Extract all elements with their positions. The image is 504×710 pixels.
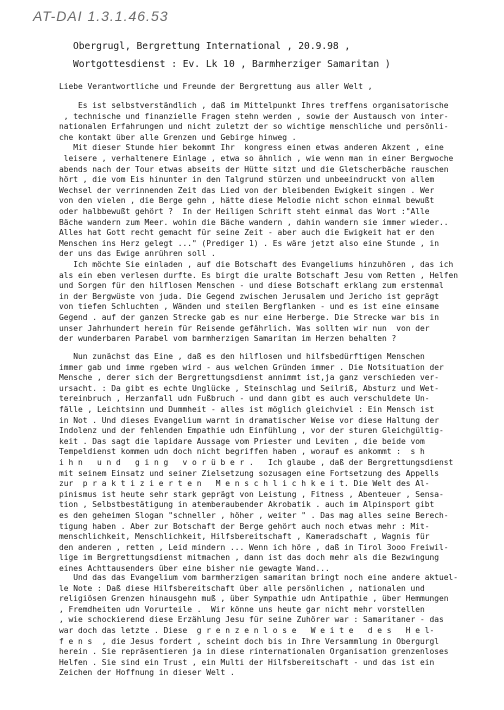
text-line: Helfen . Sie sind ein Trust , ein Multi der Hilfsbereitschaft - und das ist ein bbox=[59, 657, 435, 667]
text-line: f e n s , die Jesus fordert , scheint doch bis in Ihre Versammlung in Obergurgl bbox=[59, 636, 440, 646]
header-line-place-date: Obergrugl, Bergrettung International , 20.9.98 , bbox=[73, 41, 351, 52]
text-line: , Fremdheiten udn Vorurteile . Wir könne uns heute gar nicht mehr vorstellen bbox=[59, 604, 425, 614]
text-line: war doch das letzte . Diese g r e n z e n l o s e W e i t e d e s H e l- bbox=[59, 625, 435, 635]
text-line: keit . Das sagt die lapidare Aussage vom Priester und Leviten , die beide vom bbox=[59, 436, 425, 446]
text-line: che kontakt über alle Grenzen und Gebirge hinweg . bbox=[59, 132, 297, 142]
paragraph-help bbox=[59, 352, 469, 574]
text-line: Alles hat Gott recht gemacht für seine Zeit - aber auch die Ewigkeit hat er den bbox=[59, 228, 435, 238]
text-line: fälle , Leichtsinn und Dummheit - alles ist möglich gleichviel : Ein Mensch ist bbox=[59, 404, 435, 414]
text-line: zur p r a k t i z i e r t e n M e n s c h l i c h k e i t. Die Welt des Al- bbox=[59, 479, 430, 489]
salutation: Liebe Verantwortliche und Freunde der Bergrettung aus aller Welt , bbox=[59, 82, 373, 91]
text-line: tigung haben . Aber zur Botschaft der Berge gehört auch noch etwas mehr : Mit- bbox=[59, 521, 430, 531]
text-line: es den geheimen Slogan "schneller , höher , weiter " . Das mag alles seine Berech- bbox=[59, 510, 449, 520]
text-line: in Not . Und dieses Evangelium warnt in dramatischer Weise vor diese Haltung der bbox=[59, 415, 440, 425]
text-line: der uns das Ewige anrühren soll . bbox=[59, 249, 216, 259]
text-line: tion , Selbstbestätigung in atemberaubender Akrobatik . auch im Alpinsport gibt bbox=[59, 500, 435, 510]
text-line: Gegend . auf der ganzen Strecke gab es nur eine Herberge. Die Strecke war bis in bbox=[59, 312, 440, 322]
text-line: tereinbruch , Herzanfall udn Fußbruch - und dann gibt es auch verschuldete Un- bbox=[59, 394, 430, 404]
text-line: der wunderbaren Parabel vom barmherzigen Samaritan im Herzen behalten ? bbox=[59, 334, 397, 344]
text-line: Tempeldienst kommen udn doch nicht begriffen haben , worauf es ankommt : s h bbox=[59, 447, 425, 457]
text-line: immer gab und imme rgeben wird - aus welchen Gründen immer . Die Notsituation der bbox=[59, 362, 444, 372]
paragraph-intro bbox=[59, 101, 469, 260]
text-line: eines Achttausenders über eine bisher nie gewagte Wand... bbox=[59, 563, 330, 573]
text-line: i h n u n d g i n g v o r ü b e r . Ich glaube , daß der Bergrettungsdienst bbox=[59, 457, 454, 467]
text-line: Menschen ins Herz gelegt ..." (Prediger 1) . Es wäre jetzt also eine Stunde , in bbox=[59, 238, 440, 248]
text-line: abends nach der Tour etwas abseits der Hütte sitzt und die Gletscherbäche rauschen bbox=[59, 164, 449, 174]
text-line: herein . Sie repräsentieren ja in diese rinternationalen Organisation grenzenloses bbox=[59, 647, 449, 657]
text-line: Mensche , derer sich der Bergrettungsdienst annimmt ist,ja ganz verschieden ver- bbox=[59, 373, 440, 383]
text-line: ursacht. : Da gibt es echte Unglücke , Steinschlag und Seilriß, Absturz und Wet- bbox=[59, 383, 440, 393]
text-line: religiösen Grenzen hinausgehn muß , über Sympathie udn Antipathie , über Hemmungen bbox=[59, 594, 449, 604]
text-line: in der Bergwüste von juda. Die Gegend zwischen Jerusalem und Jericho ist geprägt bbox=[59, 291, 440, 301]
text-line: oder halbbewußt gehört ? In der Heiligen Schrift steht einmal das Wort :"Alle bbox=[59, 206, 430, 216]
text-line: hört , die vom Eis hinunter in den Talgrund stürzen und unbeeindruckt von allem bbox=[59, 175, 435, 185]
text-line: Zeichen der Hoffnung in dieser Welt . bbox=[59, 668, 235, 678]
text-line: von tiefen Schluchten , Wänden und steilen Bergflanken - und es ist eine einsame bbox=[59, 302, 440, 312]
text-line: Und das das Evangelium vom barmherzigen samaritan bringt noch eine andere aktuel- bbox=[59, 573, 459, 582]
text-line: Indolenz und der fehlenden Empathie udn Einfühlung , vor der sturen Gleichgültig- bbox=[59, 426, 444, 436]
paragraph-invitation bbox=[59, 260, 469, 345]
text-line: als ein eben verlesen durfte. Es birgt die uralte Botschaft Jesu vom Retten , Helfen bbox=[59, 270, 459, 280]
text-line: den anderen , retten , Leid mindern ... Wenn ich höre , daß in Tirol 3ooo Freiwil- bbox=[59, 542, 449, 552]
text-line: Es ist selbstverständlich , daß im Mittelpunkt Ihres treffens organisatorische bbox=[59, 101, 449, 110]
header-line-service: Wortgottesdienst : Ev. Lk 10 , Barmherziger Samaritan ) bbox=[73, 59, 391, 70]
text-line: Nun zunächst das Eine , daß es den hilflosen und hilfsbedürftigen Menschen bbox=[59, 352, 425, 361]
text-line: pinismus ist heute sehr stark geprägt von Leistung , Fitness , Abenteuer , Sensa- bbox=[59, 489, 444, 499]
text-line: , technische und finanzielle Fragen stehn werden , sowie der Austausch von inter- bbox=[59, 111, 449, 121]
text-line: unser Jahrhundert herein für Reisende gefährlich. Was sollten wir nun von der bbox=[59, 323, 430, 333]
text-line: Mit dieser Stunde hier bekommt Ihr kongress einen etwas anderen Akzent , eine bbox=[59, 143, 444, 153]
text-line: lige im Bergrettungsdienst mitmachen , dann ist das doch mehr als die Bezwingung bbox=[59, 553, 440, 563]
text-line: nationalen Erfahrungen und nicht zuletzt der so wichtige menschliche und persönli- bbox=[59, 122, 449, 132]
text-line: Bäche wandern zum Meer. wohin die Bäche wandern , dahin wandern sie immer wieder.. bbox=[59, 217, 449, 227]
text-line: mit seinem Einsatz und seiner Zielsetzung sozusagen eine Fortsetzung des Appells bbox=[59, 468, 440, 478]
text-line: von den vielen , die Berge gehn , hätte diese Melodie nicht schon einmal bewußt bbox=[59, 196, 435, 206]
text-line: le Note : Daß diese Hilfsbereitschaft über alle persönlichen , nationalen und bbox=[59, 583, 425, 593]
text-line: , wie schockierend diese Erzählung Jesu für seine Zuhörer war : Samaritaner - das bbox=[59, 615, 444, 625]
text-line: menschlichkeit, Menschlichkeit, Hilfsbereitschaft , Kameradschaft , Wagnis für bbox=[59, 532, 430, 542]
text-line: leisere , verhaltenere Einlage , etwa so ähnlich , wie wenn man in einer Bergwoche bbox=[59, 153, 454, 163]
text-line: Wechsel der verrinnenden Zeit das Lied von der bleibenden Ewigkeit singen . Wer bbox=[59, 185, 435, 195]
archive-stamp: AT-DAI 1.3.1.46.53 bbox=[33, 8, 169, 24]
paragraph-samaritan bbox=[59, 573, 469, 679]
text-line: und Sorgen für den hilflosen Menschen - und diese Botschaft erklang zum erstenmal bbox=[59, 281, 444, 291]
text-line: Ich möchte Sie einladen , auf die Botschaft des Evangeliums hinzuhören , das ich bbox=[59, 260, 454, 269]
